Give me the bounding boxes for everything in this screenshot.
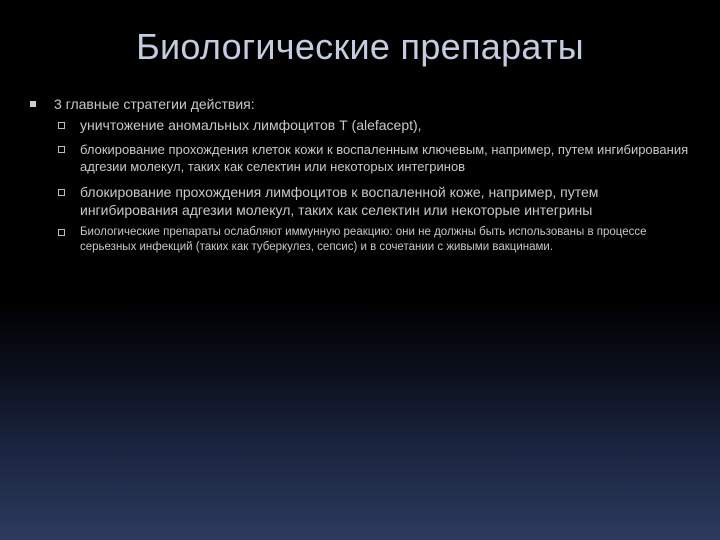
sub-bullet-text: Биологические препараты ослабляют иммунную реакцию: они не должны быть использованы в процессе серьезных инфекций (таких как туберкулез, сепсис) и в сочетании с живыми вакцинами.	[80, 226, 647, 253]
sub-bullet-item	[58, 116, 698, 134]
hollow-square-bullet-icon	[58, 122, 65, 129]
sub-bullet-item	[58, 225, 698, 255]
sub-bullet-text: блокирование прохождения клеток кожи к воспаленным ключевым, например, путем ингибирования адгезии молекул, таких как селектин или некоторых интегринов	[80, 142, 689, 174]
sub-bullet-item	[58, 183, 698, 219]
main-bullet-text: 3 главные стратегии действия:	[54, 96, 255, 112]
hollow-square-bullet-icon	[58, 189, 65, 196]
main-bullet-item	[30, 95, 690, 113]
sub-bullet-text: блокирование прохождения лимфоцитов к воспаленной коже, например, путем ингибирования адгезии молекул, таких как селектин или некоторые интегрины	[80, 184, 599, 218]
slide-title: Биологические препараты	[136, 26, 584, 67]
hollow-square-bullet-icon	[58, 229, 65, 236]
square-bullet-icon	[30, 101, 36, 107]
hollow-square-bullet-icon	[58, 146, 65, 153]
sub-bullet-item	[58, 141, 698, 175]
sub-bullet-text: уничтожение аномальных лимфоцитов Т (alefacept),	[80, 117, 422, 133]
